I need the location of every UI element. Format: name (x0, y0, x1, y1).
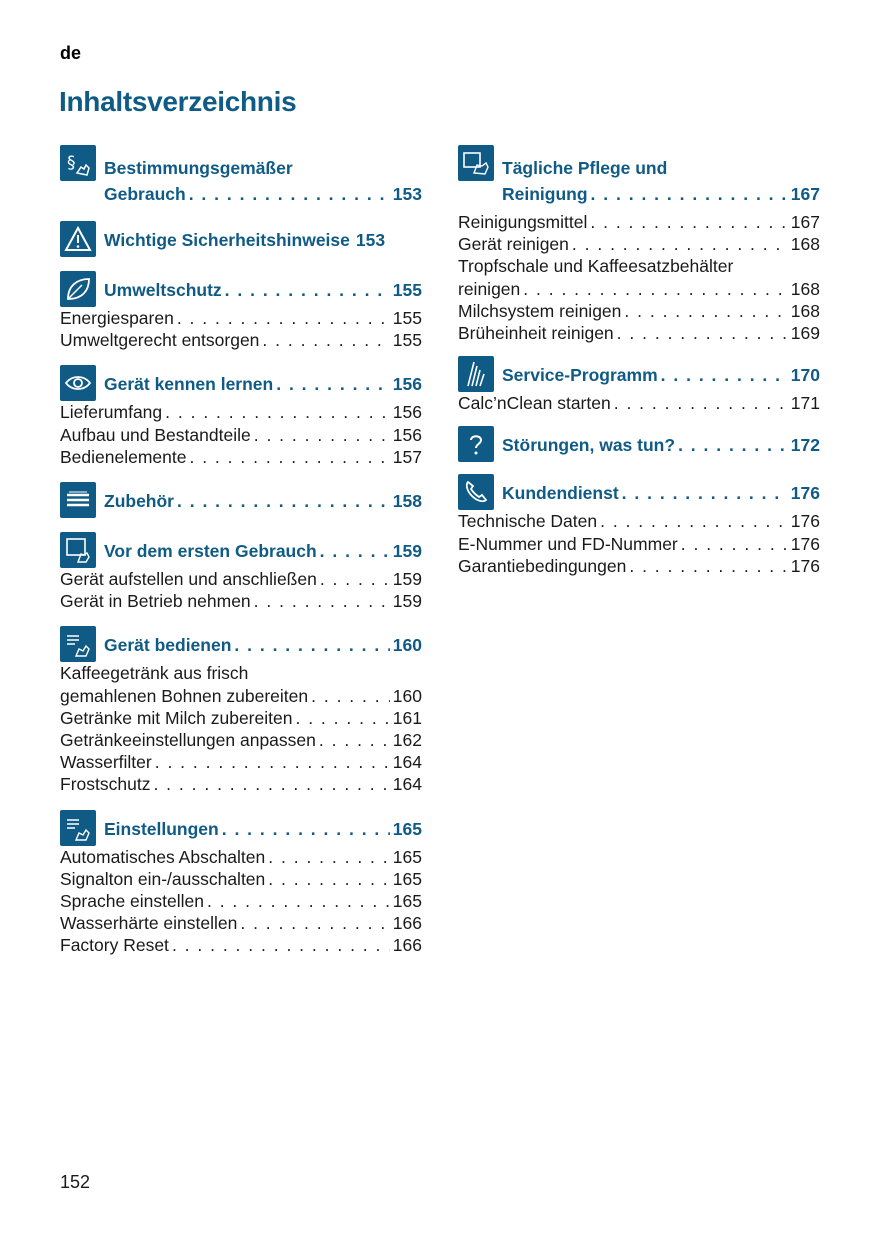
warning-triangle-icon (60, 221, 96, 257)
toc-item-page: 169 (790, 323, 820, 344)
leader-dots (225, 277, 390, 303)
section-title: Einstellungen (104, 818, 219, 839)
entry-row (60, 729, 422, 751)
toc-item-page: 176 (790, 555, 820, 576)
entry-row (104, 181, 422, 207)
toc-item[interactable] (60, 934, 422, 956)
leader-dots (617, 322, 788, 344)
toc-item-label: Umweltgerecht entsorgen (60, 330, 260, 351)
toc-item-label: Technische Daten (458, 511, 598, 532)
toc-item[interactable] (60, 846, 422, 868)
toc-item[interactable] (458, 555, 820, 577)
leader-dots (320, 568, 390, 590)
toc-item[interactable] (458, 300, 820, 322)
entry-row (60, 307, 422, 329)
section-page: 153 (355, 230, 386, 250)
entry-row (60, 934, 422, 956)
toc-item[interactable] (60, 773, 422, 795)
toc-item[interactable] (458, 533, 820, 555)
section-page: 159 (392, 541, 422, 562)
toc-item[interactable] (458, 233, 820, 255)
settings-hand-icon (60, 810, 96, 846)
section-title: Gerät bedienen (104, 635, 232, 656)
leader-dots (629, 555, 787, 577)
entry-row (502, 362, 820, 388)
toc-item-page: 161 (392, 707, 422, 728)
entry-row (104, 488, 422, 514)
toc-item[interactable] (60, 868, 422, 890)
section-title: Kundendienst (502, 483, 619, 504)
toc-item[interactable] (458, 392, 820, 414)
leader-dots (600, 510, 788, 532)
leader-dots (295, 707, 389, 729)
entry-row (458, 233, 820, 255)
section-title: Gebrauch (104, 184, 186, 204)
toc-section[interactable] (458, 145, 820, 344)
toc-item-label: Aufbau und Bestandteile (60, 424, 251, 445)
toc-item-label: Milchsystem reinigen (458, 300, 622, 321)
toc-item-list (458, 392, 820, 414)
entry-row (104, 227, 422, 253)
page-title: Inhaltsverzeichnis (59, 86, 297, 117)
entry-row (60, 868, 422, 890)
toc-section[interactable] (60, 626, 422, 795)
toc-section[interactable] (60, 532, 422, 612)
book-hand-icon (60, 532, 96, 568)
toc-item-page: 164 (392, 774, 422, 795)
toc-item[interactable] (60, 729, 422, 751)
entry-row (104, 538, 422, 564)
section-page: 172 (790, 435, 820, 456)
entry-row (458, 392, 820, 414)
leader-dots (681, 533, 788, 555)
entry-row (458, 533, 820, 555)
leader-dots (207, 890, 390, 912)
section-title: Umweltschutz (104, 280, 222, 300)
section-heading[interactable] (502, 474, 820, 506)
section-heading[interactable] (104, 145, 422, 207)
toc-item-page: 162 (392, 730, 422, 751)
toc-column-right (458, 145, 820, 589)
leader-dots (311, 685, 390, 707)
toc-item[interactable] (458, 322, 820, 344)
toc-item[interactable] (60, 568, 422, 590)
paragraph-hand-icon (60, 145, 96, 181)
toc-item-page: 168 (790, 300, 820, 321)
section-page: 170 (790, 365, 820, 386)
leader-dots (268, 846, 390, 868)
toc-item-page: 171 (790, 393, 820, 414)
toc-item[interactable] (60, 446, 422, 468)
entry-row (104, 632, 422, 658)
entry-row (60, 846, 422, 868)
toc-item-list (60, 568, 422, 612)
toc-item-page: 166 (392, 935, 422, 956)
toc-item-page: 159 (392, 569, 422, 590)
service-lines-icon (458, 356, 494, 392)
section-heading-line: Bestimmungsgemäßer (104, 158, 293, 178)
section-heading[interactable] (104, 532, 422, 564)
entry-row (60, 912, 422, 934)
toc-item-label: Energiesparen (60, 308, 174, 328)
toc-item[interactable] (60, 307, 422, 329)
leader-dots (661, 362, 788, 388)
leader-dots (177, 488, 390, 514)
entry-row (104, 371, 422, 397)
leader-dots (320, 538, 390, 564)
entry-row (60, 590, 422, 612)
leader-dots (234, 632, 389, 658)
toc-item-page: 176 (790, 533, 820, 554)
toc-item-page: 155 (392, 308, 422, 328)
section-page: 176 (790, 483, 820, 504)
section-heading[interactable] (104, 365, 422, 397)
toc-item-page: 160 (392, 685, 422, 706)
toc-item-label: Factory Reset (60, 935, 169, 956)
toc-item[interactable] (60, 329, 422, 351)
toc-item[interactable] (60, 707, 422, 729)
toc-item-label: Bedienelemente (60, 446, 187, 467)
section-page: 158 (392, 491, 422, 512)
entry-row (60, 329, 422, 351)
toc-section[interactable] (60, 271, 422, 351)
toc-item-page: 168 (790, 278, 820, 299)
toc-item-label: Frostschutz (60, 774, 151, 795)
toc-item-page: 159 (392, 591, 422, 612)
entry-row (458, 278, 820, 300)
toc-item[interactable] (458, 255, 820, 299)
leader-dots (254, 424, 390, 446)
leader-dots (222, 816, 390, 842)
toc-item[interactable] (60, 912, 422, 934)
section-page: 153 (392, 184, 422, 204)
toc-item[interactable] (60, 890, 422, 912)
toc-item[interactable] (60, 401, 422, 423)
leader-dots (624, 300, 787, 322)
entry-row (458, 555, 820, 577)
toc-item-label: Lieferumfang (60, 402, 163, 423)
toc-item-label: gemahlenen Bohnen zubereiten (60, 685, 309, 706)
entry-row (60, 707, 422, 729)
toc-item-label: Gerät aufstellen und anschließen (60, 569, 317, 590)
leader-dots (172, 934, 390, 956)
entry-row (60, 773, 422, 795)
toc-item-page: 155 (392, 330, 422, 351)
entry-row (458, 322, 820, 344)
leader-dots (254, 590, 390, 612)
toc-item-list (60, 401, 422, 468)
toc-item-page: 166 (392, 913, 422, 934)
leader-dots (189, 181, 390, 207)
entry-row (60, 446, 422, 468)
entry-row (502, 181, 820, 207)
toc-item-page: 167 (790, 212, 820, 232)
leader-dots (240, 912, 389, 934)
toc-item-label: Wasserhärte einstellen (60, 913, 238, 934)
section-heading[interactable] (104, 221, 422, 253)
toc-item-page: 165 (392, 846, 422, 867)
leader-dots (590, 211, 787, 233)
section-heading[interactable] (104, 271, 422, 303)
entry-row (60, 568, 422, 590)
leader-dots (189, 446, 389, 468)
toc-item[interactable] (458, 211, 820, 233)
toc-item-label: Wasserfilter (60, 752, 152, 773)
toc-item-page: 165 (392, 868, 422, 889)
toc-item-page: 156 (392, 402, 422, 423)
leader-dots (276, 371, 390, 397)
eye-icon (60, 365, 96, 401)
toc-section[interactable] (60, 365, 422, 468)
toc-item[interactable] (458, 510, 820, 532)
section-page: 165 (392, 818, 422, 839)
page-number: 152 (60, 1172, 91, 1192)
section-page: 167 (790, 184, 820, 204)
section-title: Reinigung (502, 184, 588, 204)
section-heading-line: Tägliche Pflege und (502, 158, 668, 178)
svg-text:§: § (67, 153, 76, 173)
leader-dots (177, 307, 390, 329)
toc-section[interactable] (60, 810, 422, 957)
operate-hand-icon (60, 626, 96, 662)
leader-dots (678, 432, 788, 458)
toc-item[interactable] (60, 751, 422, 773)
toc-item-list (458, 211, 820, 344)
toc-item-label: Gerät reinigen (458, 234, 569, 255)
toc-item-page: 156 (392, 424, 422, 445)
toc-item-label: Getränkeeinstellungen anpassen (60, 730, 316, 751)
toc-item[interactable] (60, 662, 422, 706)
leader-dots (165, 401, 390, 423)
toc-item-label: Getränke mit Milch zubereiten (60, 707, 293, 728)
entry-row (60, 890, 422, 912)
entry-row (104, 277, 422, 303)
toc-item-label: Calc’nClean starten (458, 393, 611, 414)
section-page: 160 (392, 635, 422, 656)
leader-dots (153, 773, 389, 795)
toc-section[interactable] (458, 474, 820, 577)
leader-dots (523, 278, 788, 300)
section-heading[interactable] (104, 810, 422, 842)
section-title: Störungen, was tun? (502, 435, 676, 456)
entry-row (60, 751, 422, 773)
entry-row (502, 480, 820, 506)
toc-item-list (60, 307, 422, 351)
toc-item-line: Tropfschale und Kaffeesatzbehälter (458, 256, 734, 277)
leader-dots (262, 329, 389, 351)
section-heading[interactable] (104, 626, 422, 658)
toc-item-list (60, 846, 422, 957)
section-title: Wichtige Sicherheitshinweise (104, 230, 350, 250)
toc-section[interactable] (458, 356, 820, 414)
toc-column-left (60, 145, 422, 969)
toc-section[interactable] (60, 221, 422, 257)
section-title: Vor dem ersten Gebrauch (104, 541, 317, 562)
section-heading[interactable] (502, 356, 820, 388)
entry-row (60, 685, 422, 707)
section-heading[interactable] (104, 482, 422, 514)
leader-dots (319, 729, 390, 751)
section-title: Gerät kennen lernen (104, 374, 274, 395)
toc-item-page: 168 (790, 234, 820, 255)
toc-item-label: Garantiebedingungen (458, 555, 627, 576)
entry-row (60, 424, 422, 446)
leader-dots (155, 751, 390, 773)
toc-item-label: Brüheinheit reinigen (458, 323, 614, 344)
toc-item-list (60, 662, 422, 795)
section-page: 155 (392, 280, 422, 300)
toc-item-page: 164 (392, 752, 422, 773)
toc-section[interactable] (458, 426, 820, 462)
section-title: Zubehör (104, 491, 174, 512)
section-title: Service-Programm (502, 365, 658, 386)
entry-row (458, 510, 820, 532)
entry-row (458, 300, 820, 322)
section-heading[interactable] (502, 426, 820, 458)
toc-item-label: Signalton ein-/ausschalten (60, 868, 266, 889)
leaf-icon (60, 271, 96, 307)
toc-item-list (458, 510, 820, 577)
leader-dots (622, 480, 788, 506)
cleaning-hand-icon (458, 145, 494, 181)
leader-dots (572, 233, 788, 255)
toc-section[interactable] (60, 145, 422, 207)
phone-icon (458, 474, 494, 510)
language-code: de (60, 43, 82, 63)
toc-item-line: Kaffeegetränk aus frisch (60, 663, 249, 684)
toc-item[interactable] (60, 424, 422, 446)
entry-row (104, 816, 422, 842)
stack-icon (60, 482, 96, 518)
toc-item-label: Automatisches Abschalten (60, 846, 266, 867)
toc-item-label: reinigen (458, 278, 521, 299)
toc-item[interactable] (60, 590, 422, 612)
question-icon (458, 426, 494, 462)
leader-dots (614, 392, 788, 414)
toc-item-page: 176 (790, 511, 820, 532)
section-heading[interactable] (502, 145, 820, 207)
toc-item-page: 157 (392, 446, 422, 467)
toc-item-page: 165 (392, 891, 422, 912)
entry-row (458, 211, 820, 233)
leader-dots (268, 868, 390, 890)
toc-section[interactable] (60, 482, 422, 518)
entry-row (60, 401, 422, 423)
toc-item-label: E-Nummer und FD-Nummer (458, 533, 678, 554)
toc-item-label: Gerät in Betrieb nehmen (60, 591, 251, 612)
toc-item-label: Sprache einstellen (60, 891, 204, 912)
entry-row (502, 432, 820, 458)
toc-item-label: Reinigungsmittel (458, 212, 588, 232)
section-page: 156 (392, 374, 422, 395)
leader-dots (591, 181, 788, 207)
